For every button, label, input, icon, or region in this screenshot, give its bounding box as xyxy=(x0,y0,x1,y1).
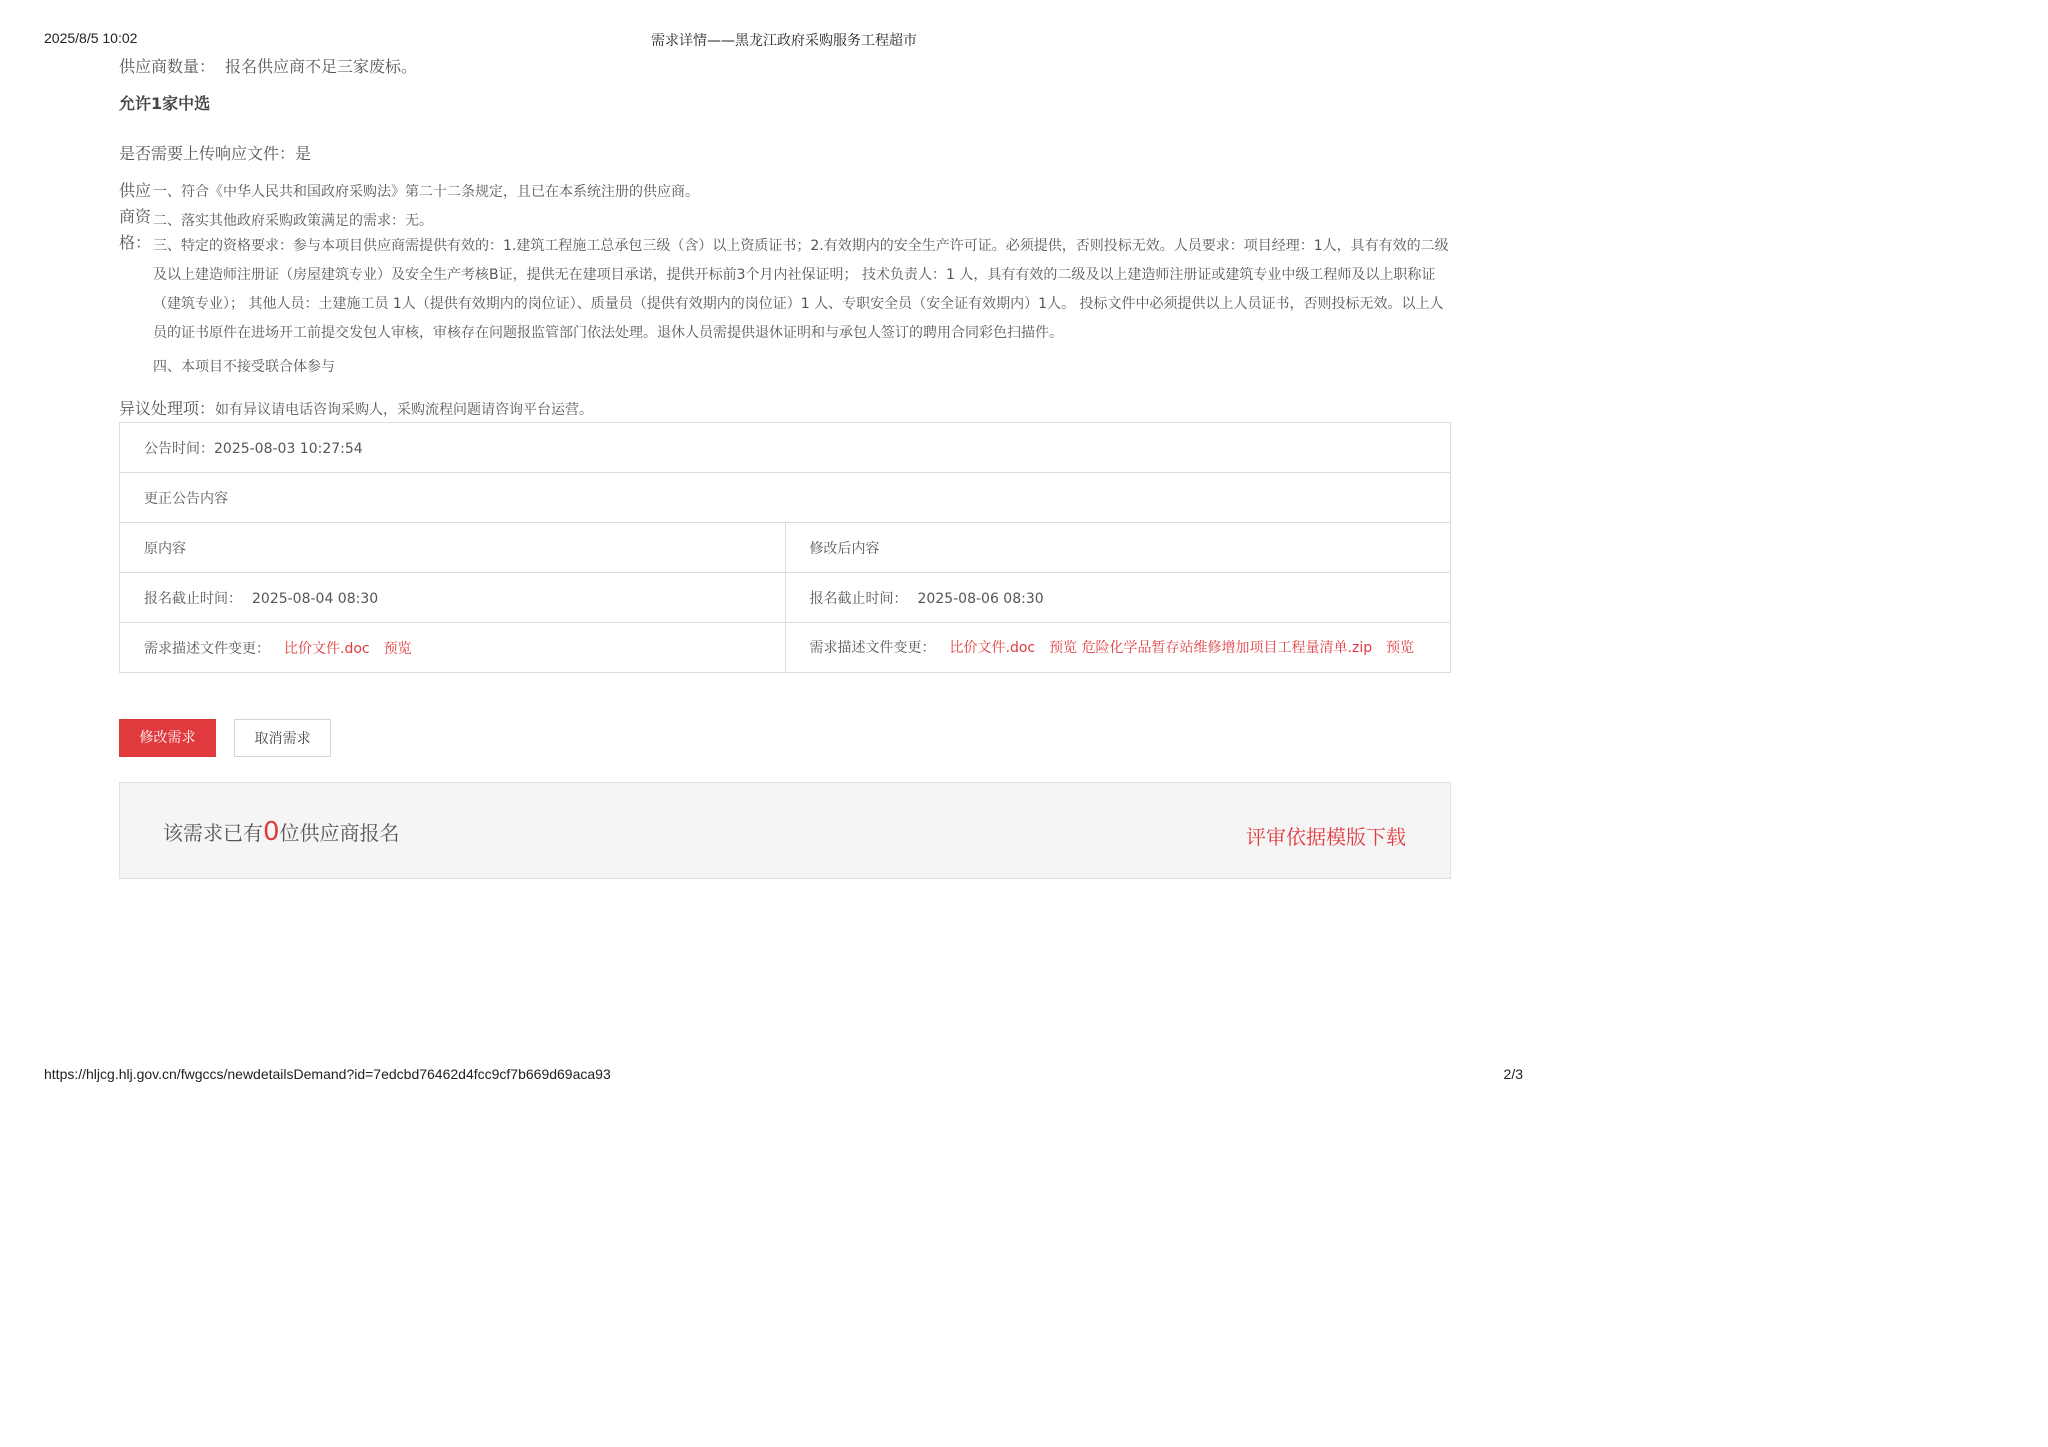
preview-link[interactable]: 预览 xyxy=(1049,639,1078,656)
print-url: https://hljcg.hlj.gov.cn/fwgccs/newdetailsDemand?id=7edcbd76462d4fcc9cf7b669d69aca93 xyxy=(44,1066,611,1082)
supplier-count-value: 报名供应商不足三家废标。 xyxy=(225,57,418,76)
signup-suffix: 位供应商报名 xyxy=(279,821,400,845)
review-template-download-link[interactable]: 评审依据模版下载 xyxy=(1246,825,1406,849)
file-change-label: 需求描述文件变更： xyxy=(144,640,270,657)
original-files-cell xyxy=(120,623,786,673)
modify-demand-button[interactable]: 修改需求 xyxy=(119,719,216,757)
table-row xyxy=(120,623,1451,673)
announcement-time-value: 2025-08-03 10:27:54 xyxy=(214,440,363,457)
upload-required-value: 是 xyxy=(295,144,312,163)
original-deadline-value: 2025-08-04 08:30 xyxy=(252,590,379,607)
file-change-label: 需求描述文件变更： xyxy=(809,639,936,656)
table-row xyxy=(120,423,1451,473)
qualification-item: 二、落实其他政府采购政策满足的需求：无。 xyxy=(153,213,433,229)
signup-summary-panel xyxy=(119,782,1451,879)
dispute-value: 如有异议请电话咨询采购人，采购流程问题请咨询平台运营。 xyxy=(215,402,594,418)
original-content-header: 原内容 xyxy=(120,523,786,573)
modified-content-header: 修改后内容 xyxy=(785,523,1451,573)
table-row xyxy=(120,473,1451,523)
deadline-label: 报名截止时间： xyxy=(144,590,242,607)
supplier-count-row xyxy=(119,54,417,77)
supplier-count-label: 供应商数量： xyxy=(119,57,216,76)
print-datetime: 2025/8/5 10:02 xyxy=(44,30,138,46)
file-link[interactable]: 比价文件.doc xyxy=(949,639,1036,656)
dispute-label: 异议处理项： xyxy=(119,399,216,418)
correction-title: 更正公告内容 xyxy=(120,473,1451,523)
upload-required-row xyxy=(119,141,311,164)
qualification-label: 供应商资格： xyxy=(119,181,152,252)
table-row xyxy=(120,573,1451,623)
print-page-title: 需求详情——黑龙江政府采购服务工程超市 xyxy=(651,33,917,49)
preview-link[interactable]: 预览 xyxy=(383,640,412,657)
original-deadline-cell xyxy=(120,573,786,623)
qualification-item: 一、符合《中华人民共和国政府采购法》第二十二条规定，且已在本系统注册的供应商。 xyxy=(153,184,699,200)
upload-required-label: 是否需要上传响应文件： xyxy=(119,144,296,163)
modified-files-cell xyxy=(785,623,1451,673)
file-link[interactable]: 比价文件.doc xyxy=(284,640,370,657)
signup-count: 0 xyxy=(263,817,280,847)
announcement-time-cell xyxy=(120,423,1451,473)
table-row xyxy=(120,523,1451,573)
print-page-number: 2/3 xyxy=(1503,1066,1523,1082)
signup-count-text xyxy=(163,817,400,847)
modified-deadline-cell xyxy=(785,573,1451,623)
correction-announcement-table xyxy=(119,422,1451,673)
announcement-time-label: 公告时间： xyxy=(144,440,214,457)
signup-prefix: 该需求已有 xyxy=(163,821,263,845)
file-link[interactable]: 危险化学品暂存站维修增加项目工程量清单.zip xyxy=(1081,639,1373,656)
cancel-demand-button[interactable]: 取消需求 xyxy=(234,719,331,757)
modified-deadline-value: 2025-08-06 08:30 xyxy=(917,590,1044,607)
qualification-item: 四、本项目不接受联合体参与 xyxy=(153,359,335,375)
winners-note: 允许1家中选 xyxy=(119,94,211,113)
qualification-item: 三、特定的资格要求：参与本项目供应商需提供有效的：1.建筑工程施工总承包三级（含）以上资质证书；2.有效期内的安全生产许可证。必须提供，否则投标无效。人员要求：项目经理：1人，具有有效的二级及以上建造师注册证（房屋建筑专业）及安全生产考核B证，提供无在建项目承诺，提供开标前3个月内社保证明； 技术负责人：1 人，具有有效的二级及以上建造师注册证或建筑专业中级工程师及以上职称证（建筑专业）； 其他人员：土建施工员 1人（提供有效期内的岗位证）、质量员（提供有效期内的岗位证）1 人、专职安全员（安全证有效期内）1人。 投标文件中必须提供以上人员证书，否则投标无效。以上人员的证书原件在进场开工前提交发包人审核，审核存在问题报监管部门依法处理。退休人员需提供退休证明和与承包人签订的聘用合同彩色扫描件。 xyxy=(153,238,1449,341)
dispute-row xyxy=(119,396,593,419)
preview-link[interactable]: 预览 xyxy=(1386,639,1415,656)
deadline-label: 报名截止时间： xyxy=(809,590,908,607)
